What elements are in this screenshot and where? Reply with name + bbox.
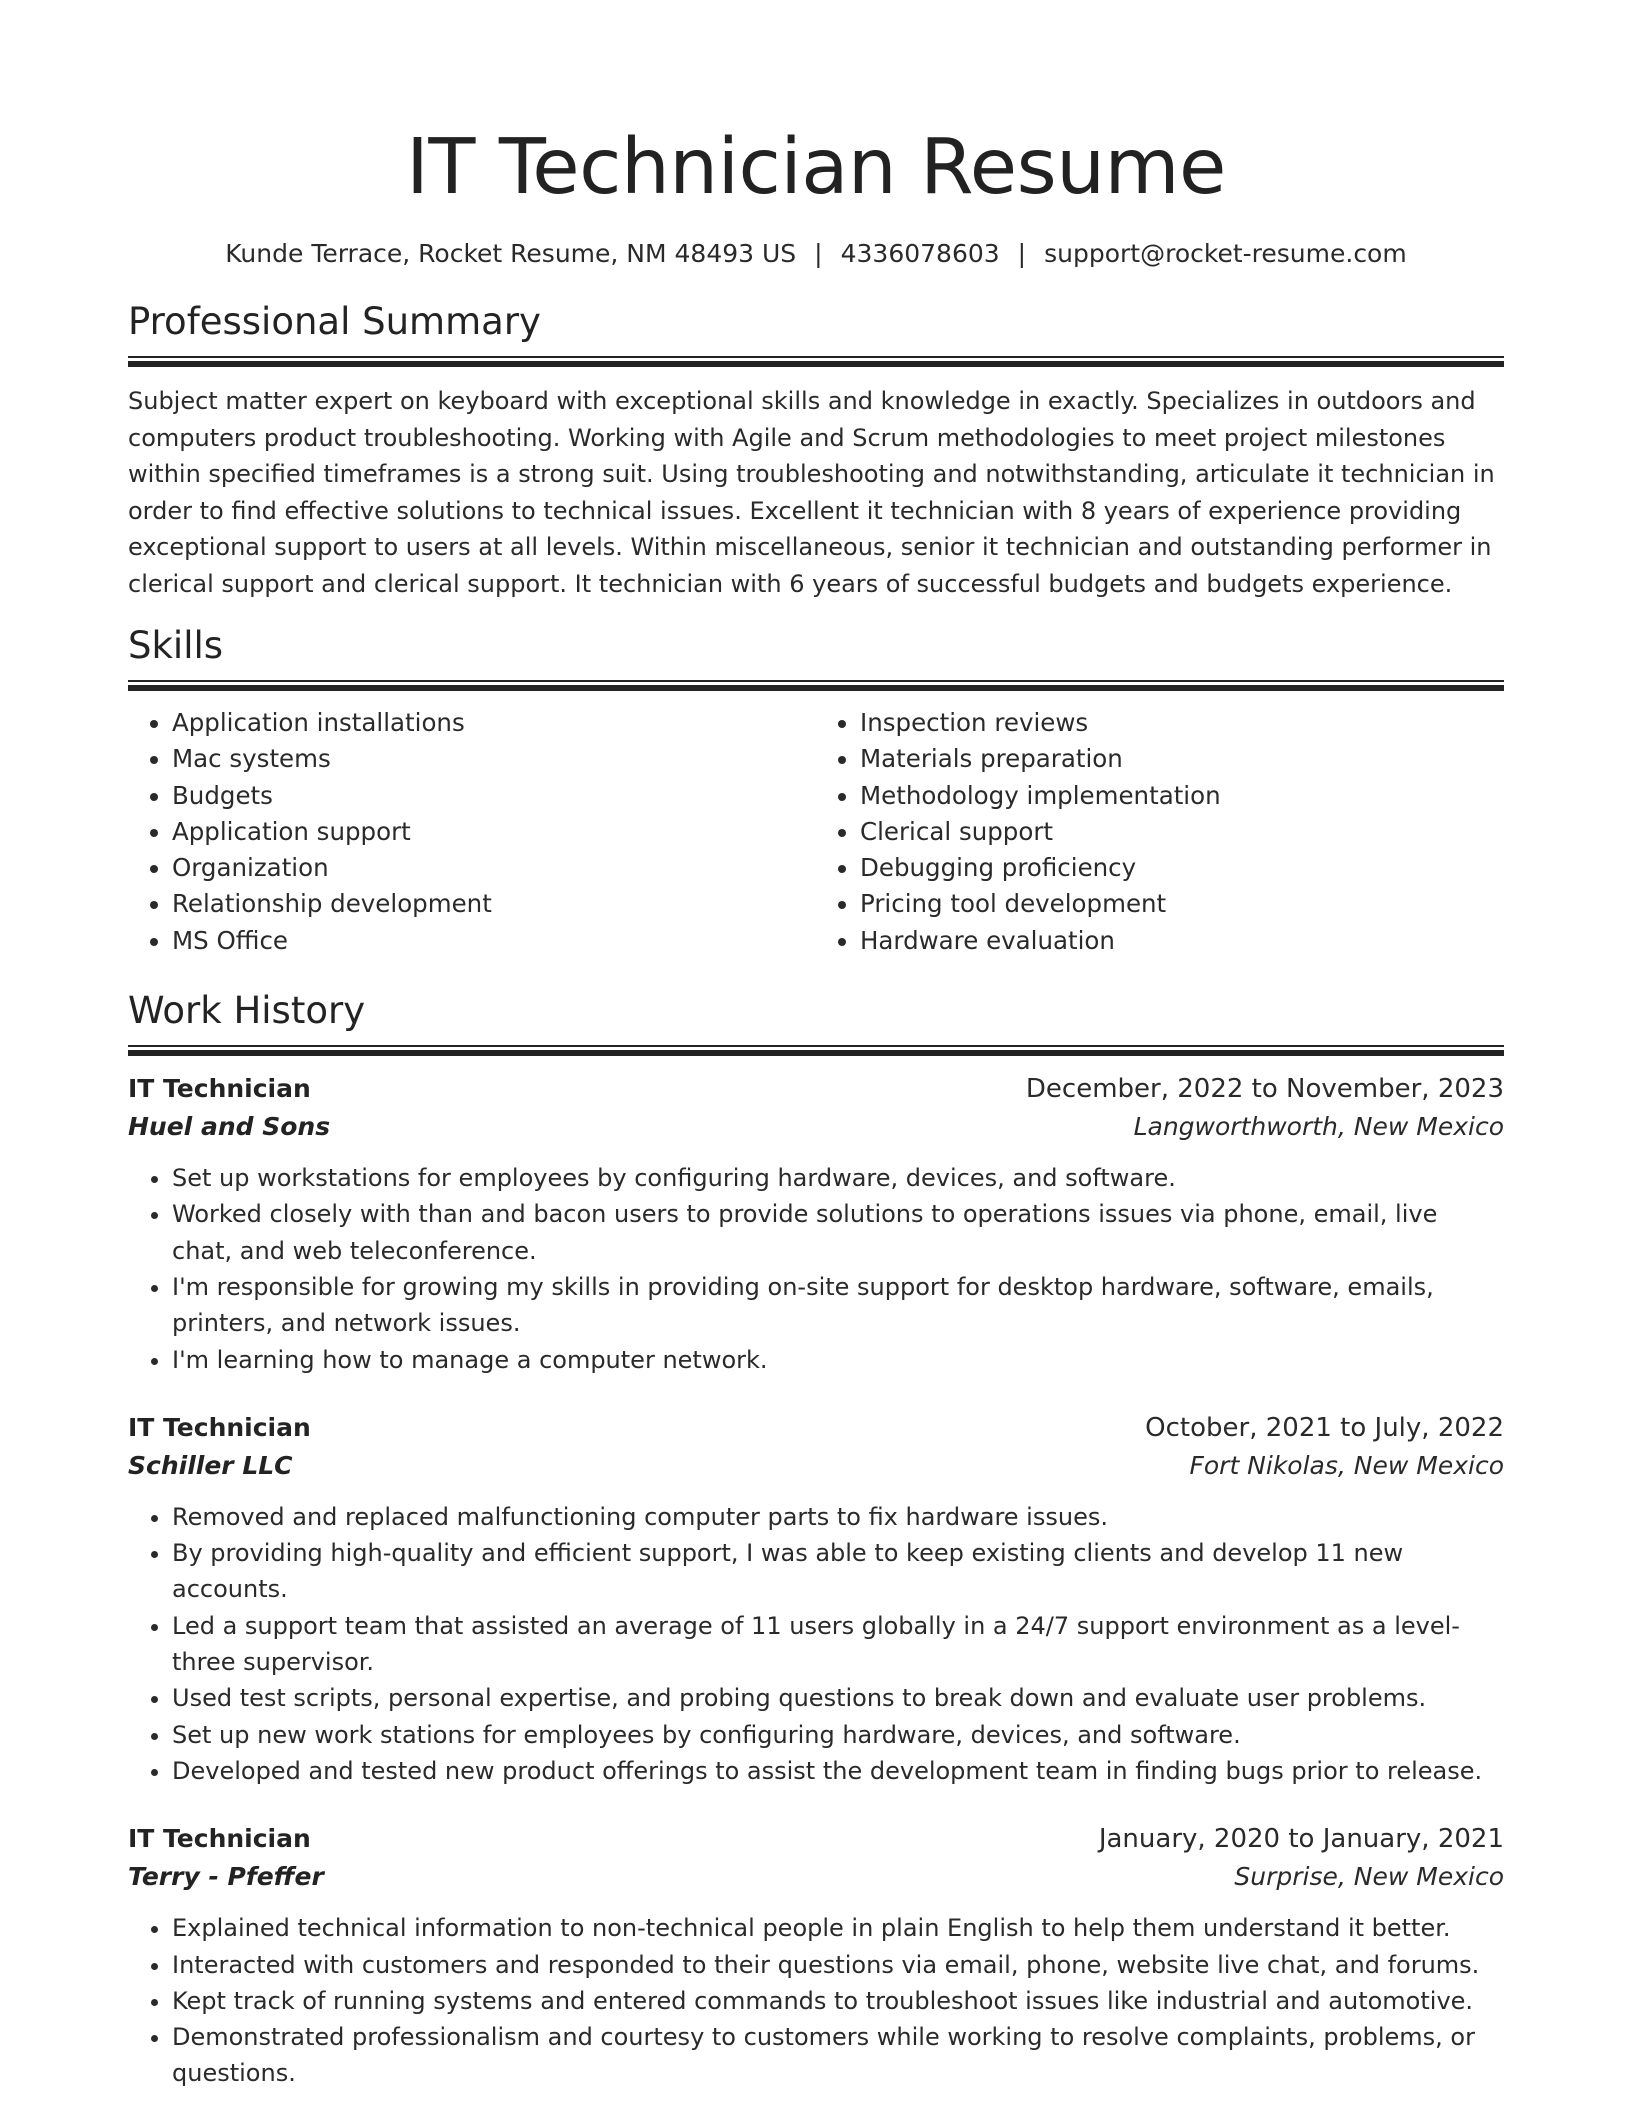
job-bullets — [128, 1910, 1504, 2091]
job-bullet: • Developed and tested new product offerings to assist the development team in finding bugs prior to release. — [172, 1753, 1504, 1789]
skill-item: • Organization — [172, 850, 816, 886]
contact-address: Kunde Terrace, Rocket Resume, NM 48493 US — [225, 239, 797, 268]
job-bullets — [128, 1160, 1504, 1378]
job-company: Huel and Sons — [128, 1112, 331, 1142]
contact-separator: | — [1017, 239, 1027, 268]
job-entry — [128, 1070, 1504, 1378]
job-bullet: • Explained technical information to non-technical people in plain English to help them understand it better. — [172, 1910, 1504, 1946]
section-divider — [128, 1045, 1504, 1056]
contact-line — [128, 236, 1504, 272]
skills-columns — [128, 705, 1504, 959]
job-title: IT Technician — [128, 1824, 311, 1854]
section-divider — [128, 680, 1504, 691]
work-heading: Work History — [128, 989, 366, 1033]
job-bullet: • By providing high-quality and efficient support, I was able to keep existing clients and develop 11 new accounts. — [172, 1535, 1504, 1608]
job-bullet: • Removed and replaced malfunctioning computer parts to fix hardware issues. — [172, 1499, 1504, 1535]
job-dates: January, 2020 to January, 2021 — [1098, 1824, 1504, 1855]
section-divider — [128, 356, 1504, 367]
job-company: Schiller LLC — [128, 1450, 293, 1480]
job-title: IT Technician — [128, 1412, 311, 1442]
skill-item: • Relationship development — [172, 886, 816, 922]
job-bullet: • I'm learning how to manage a computer network. — [172, 1342, 1504, 1378]
job-subheader — [128, 1858, 1504, 1896]
job-bullet: • Worked closely with than and bacon users to provide solutions to operations issues via phone, email, live chat, and web teleconference. — [172, 1196, 1504, 1269]
contact-phone: 4336078603 — [840, 239, 1000, 268]
summary-heading: Professional Summary — [128, 300, 541, 343]
skill-item: • Materials preparation — [860, 741, 1504, 777]
summary-text: Subject matter expert on keyboard with exceptional skills and knowledge in exactly. Specializes in outdoors and computers product troubleshooting. Working with Agile and Scrum methodologies to meet project milestones within specified timeframes is a strong suit. Using troubleshooting and notwithstanding, articulate it technician in order to find effective solutions to technical issues. Excellent it technician with 8 years of experience providing exceptional support to users at all levels. Within miscellaneous, senior it technician and outstanding performer in clerical support and clerical support. It technician with 6 years of successful budgets and budgets experience. — [128, 387, 1495, 598]
resume-title: IT Technician Resume — [406, 123, 1226, 212]
job-bullet: • Kept track of running systems and entered commands to troubleshoot issues like industrial and automotive. — [172, 1983, 1504, 2019]
job-subheader — [128, 1447, 1504, 1485]
contact-email[interactable]: support@rocket-resume.com — [1044, 239, 1407, 268]
skills-list-left — [128, 705, 816, 959]
job-header — [128, 1070, 1504, 1108]
skills-list-right — [816, 705, 1504, 959]
skill-item: • Inspection reviews — [860, 705, 1504, 741]
job-entry — [128, 1409, 1504, 1789]
job-bullet: • Led a support team that assisted an average of 11 users globally in a 24/7 support environment as a level-three supervisor. — [172, 1608, 1504, 1681]
skill-item: • Application installations — [172, 705, 816, 741]
job-subheader — [128, 1108, 1504, 1146]
job-bullet: • Demonstrated professionalism and courtesy to customers while working to resolve complaints, problems, or questions. — [172, 2019, 1504, 2092]
skill-item: • Pricing tool development — [860, 886, 1504, 922]
job-location: Langworthworth, New Mexico — [1133, 1112, 1504, 1142]
job-dates: October, 2021 to July, 2022 — [1145, 1412, 1504, 1443]
summary-section — [128, 298, 1504, 602]
job-company: Terry - Pfeffer — [128, 1862, 324, 1892]
job-title: IT Technician — [128, 1074, 311, 1104]
job-bullet: • Interacted with customers and responded to their questions via email, phone, website live chat, and forums. — [172, 1947, 1504, 1983]
skills-heading: Skills — [128, 624, 224, 667]
job-entry — [128, 1820, 1504, 2091]
contact-separator: | — [814, 239, 823, 268]
job-bullet: • Set up workstations for employees by configuring hardware, devices, and software. — [172, 1160, 1504, 1196]
skill-item: • Mac systems — [172, 741, 816, 777]
job-bullets — [128, 1499, 1504, 1789]
job-dates: December, 2022 to November, 2023 — [1025, 1074, 1504, 1105]
skill-item: • Hardware evaluation — [860, 923, 1504, 959]
skill-item: • Debugging proficiency — [860, 850, 1504, 886]
job-location: Surprise, New Mexico — [1234, 1862, 1504, 1892]
job-location: Fort Nikolas, New Mexico — [1189, 1450, 1504, 1480]
job-header — [128, 1409, 1504, 1447]
job-bullet: • Used test scripts, personal expertise, and probing questions to break down and evaluate user problems. — [172, 1680, 1504, 1716]
job-header — [128, 1820, 1504, 1858]
skill-item: • Methodology implementation — [860, 778, 1504, 814]
job-bullet: • I'm responsible for growing my skills in providing on-site support for desktop hardware, software, emails, printers, and network issues. — [172, 1269, 1504, 1342]
work-section — [128, 987, 1504, 2092]
skill-item: • Application support — [172, 814, 816, 850]
job-bullet: • Set up new work stations for employees by configuring hardware, devices, and software. — [172, 1717, 1504, 1753]
skill-item: • Clerical support — [860, 814, 1504, 850]
skill-item: • Budgets — [172, 778, 816, 814]
skills-section — [128, 622, 1504, 959]
skill-item: • MS Office — [172, 923, 816, 959]
